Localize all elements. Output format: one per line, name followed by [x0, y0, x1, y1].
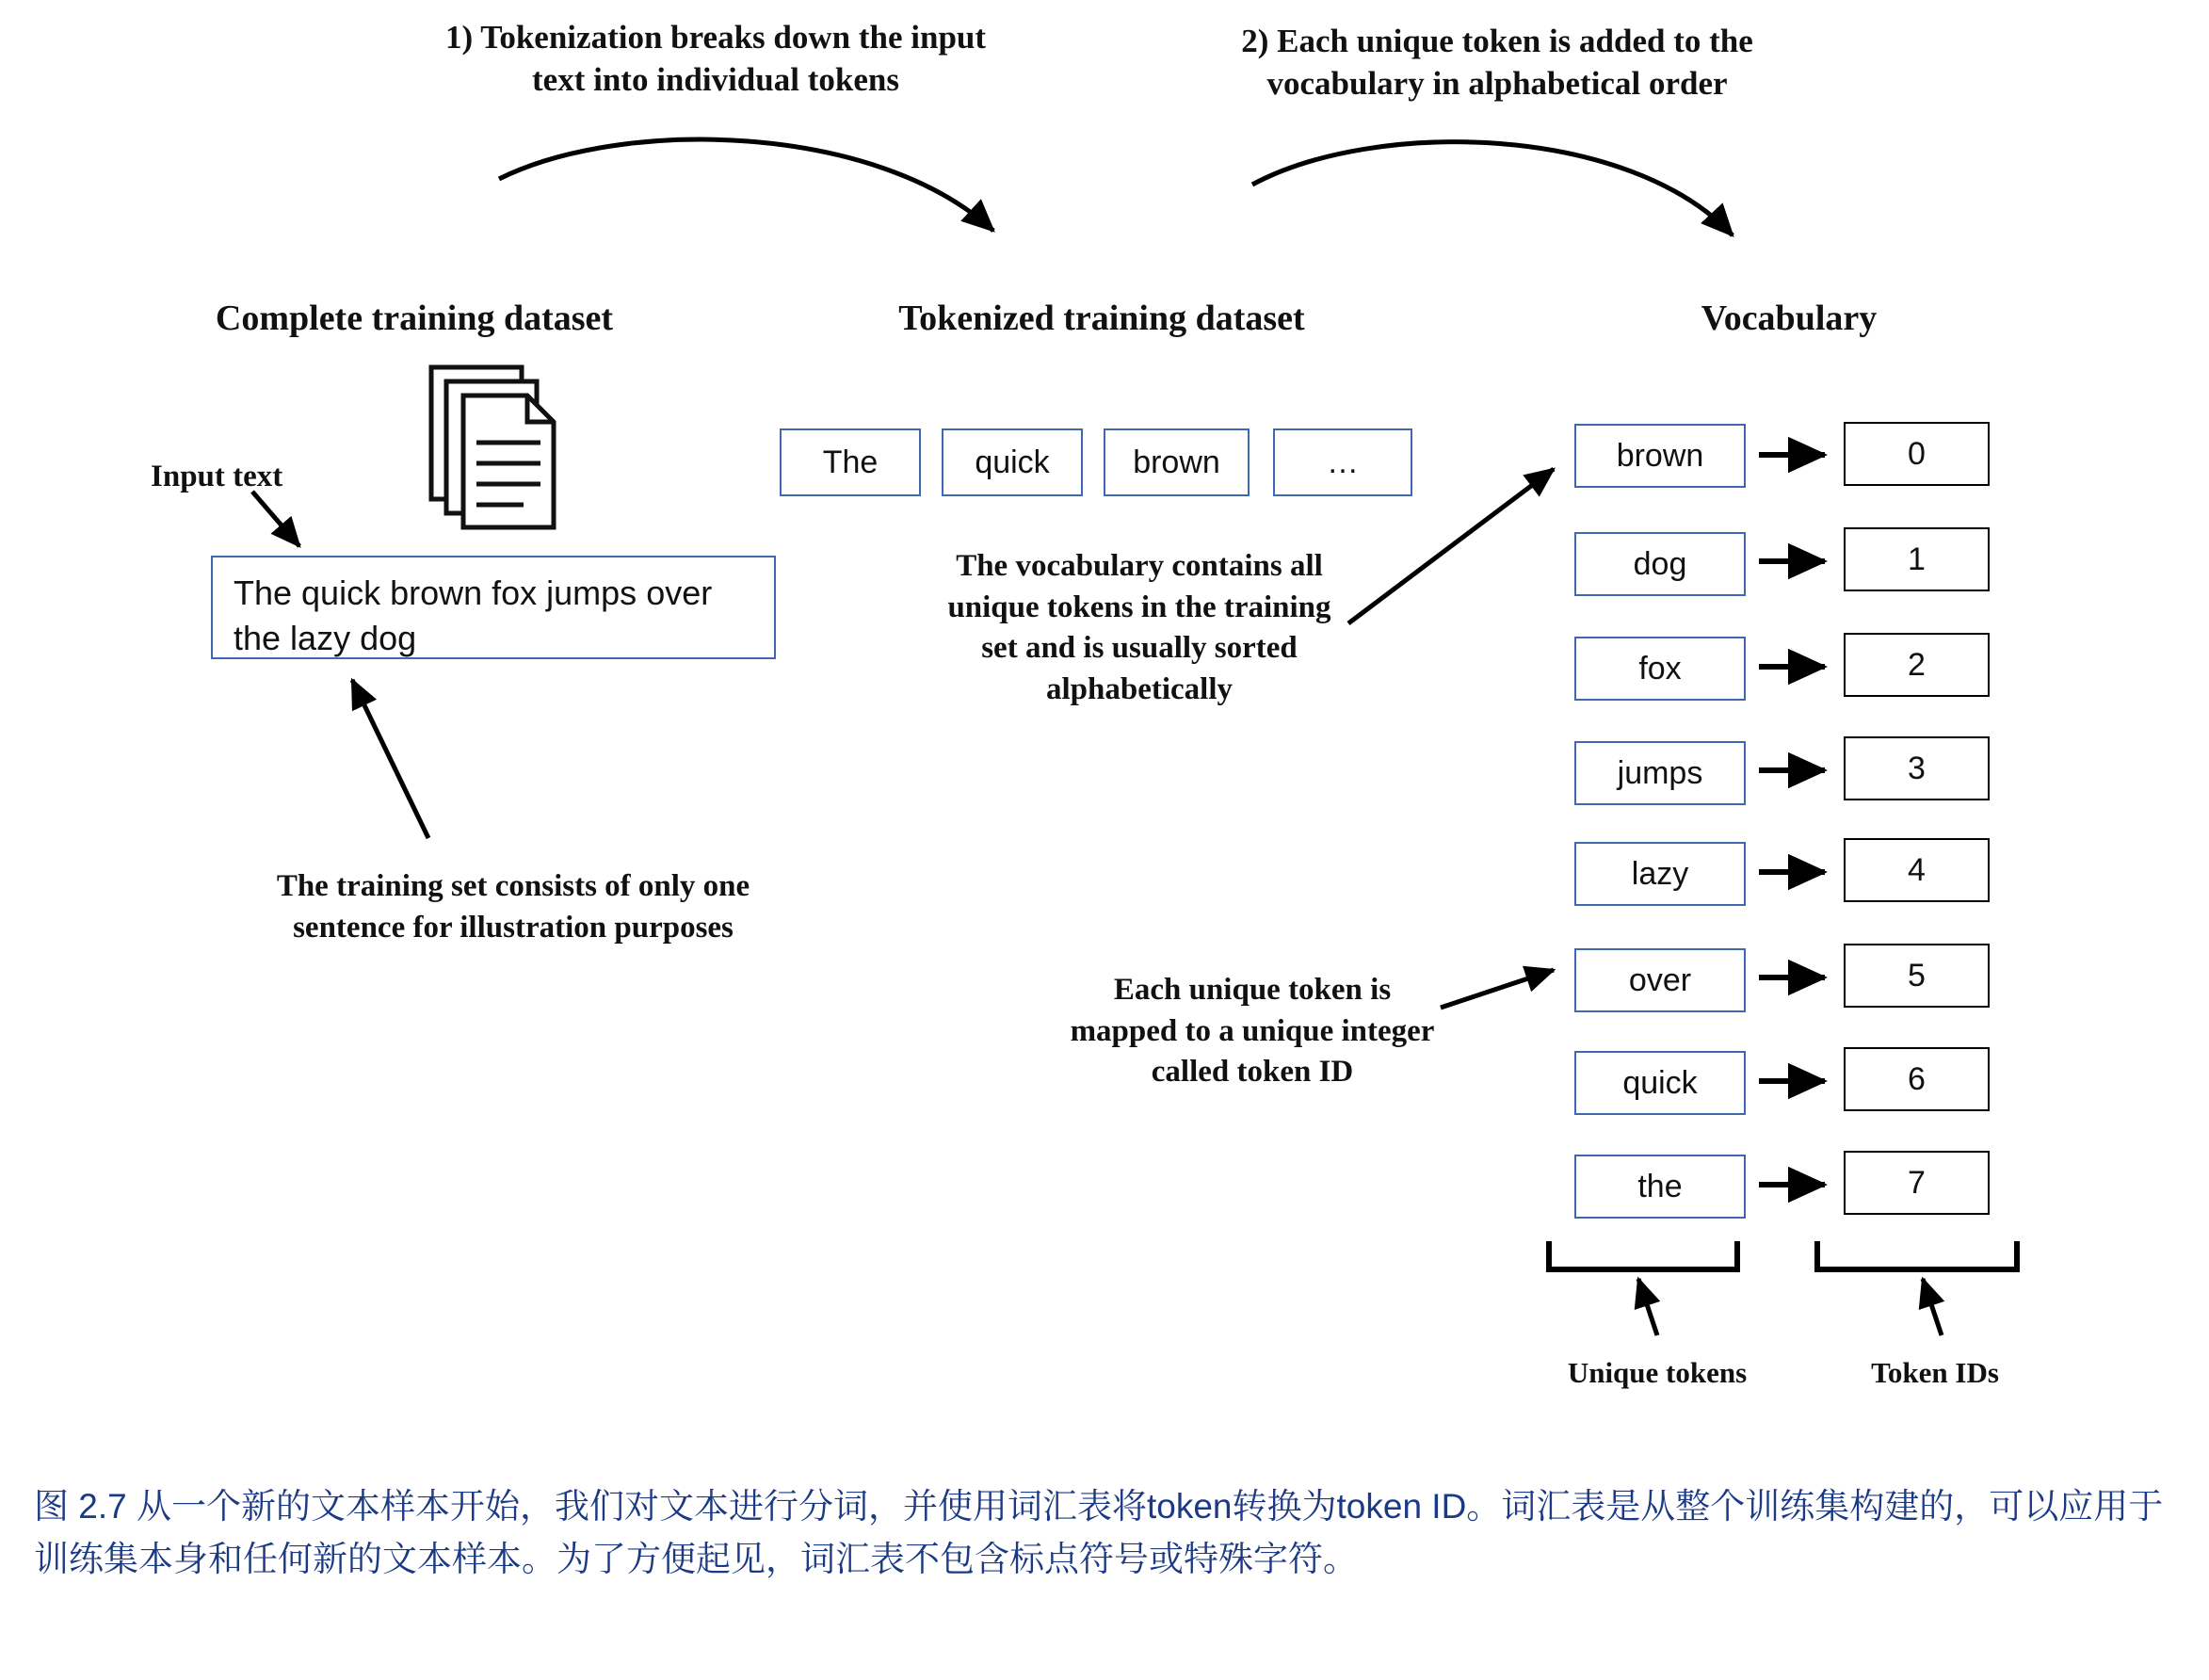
vocab-token-7: the: [1574, 1155, 1746, 1219]
column-title-tokenized-dataset: Tokenized training dataset: [898, 299, 1305, 338]
token-ids-bracket-icon: [1817, 1241, 2017, 1269]
vocab-token-4: lazy: [1574, 842, 1746, 906]
vocab-token-2: fox: [1574, 637, 1746, 701]
token-id-6: 6: [1844, 1047, 1990, 1111]
vocabulary-note: The vocabulary contains all unique tokens in the training set and is usually sorted alphabetically: [947, 549, 1331, 706]
token-id-5: 5: [1844, 944, 1990, 1008]
step-2-curved-arrow-icon: [1252, 142, 1733, 235]
vocab-token-5: over: [1574, 948, 1746, 1012]
token-box-1: quick: [942, 428, 1083, 496]
figure-caption: 图 2.7 从一个新的文本样本开始，我们对文本进行分词，并使用词汇表将token转换为token ID。词汇表是从整个训练集构建的，可以应用于训练集本身和任何新的文本样本。为了方便起见，词汇表不包含标点符号或特殊字符。: [34, 1487, 2164, 1578]
token-id-note-arrow-icon: [1441, 970, 1554, 1008]
token-box-3: …: [1273, 428, 1412, 496]
token-ids-bracket-label: Token IDs: [1871, 1356, 1999, 1389]
token-id-1: 1: [1844, 527, 1990, 591]
input-text-label: Input text: [151, 460, 283, 493]
token-id-2: 2: [1844, 633, 1990, 697]
column-title-complete-dataset: Complete training dataset: [215, 299, 614, 338]
token-id-3: 3: [1844, 736, 1990, 800]
vocab-token-1: dog: [1574, 532, 1746, 596]
column-title-vocabulary: Vocabulary: [1701, 299, 1878, 338]
token-id-0: 0: [1844, 422, 1990, 486]
unique-tokens-bracket-icon: [1549, 1241, 1737, 1269]
token-box-0: The: [780, 428, 921, 496]
token-id-7: 7: [1844, 1151, 1990, 1215]
token-ids-bracket-arrow-icon: [1923, 1279, 1942, 1335]
input-text-arrow-icon: [252, 492, 299, 546]
vocab-token-3: jumps: [1574, 741, 1746, 805]
step-1-curved-arrow-icon: [499, 139, 993, 231]
step-2-annotation: 2) Each unique token is added to the vocabulary in alphabetical order: [1241, 23, 1753, 102]
unique-tokens-bracket-arrow-icon: [1638, 1279, 1657, 1335]
vocab-token-0: brown: [1574, 424, 1746, 488]
unique-tokens-bracket-label: Unique tokens: [1567, 1356, 1748, 1389]
token-id-4: 4: [1844, 838, 1990, 902]
vocab-token-6: quick: [1574, 1051, 1746, 1115]
token-id-note: Each unique token is mapped to a unique integer called token ID: [1070, 973, 1435, 1090]
token-box-2: brown: [1104, 428, 1250, 496]
document-stack-icon: [431, 367, 554, 527]
step-1-annotation: 1) Tokenization breaks down the input text into individual tokens: [444, 19, 987, 98]
input-sentence-box: The quick brown fox jumps over the lazy dog: [211, 556, 776, 659]
training-set-note-arrow-icon: [352, 680, 428, 838]
training-set-note: The training set consists of only one sentence for illustration purposes: [276, 869, 750, 945]
